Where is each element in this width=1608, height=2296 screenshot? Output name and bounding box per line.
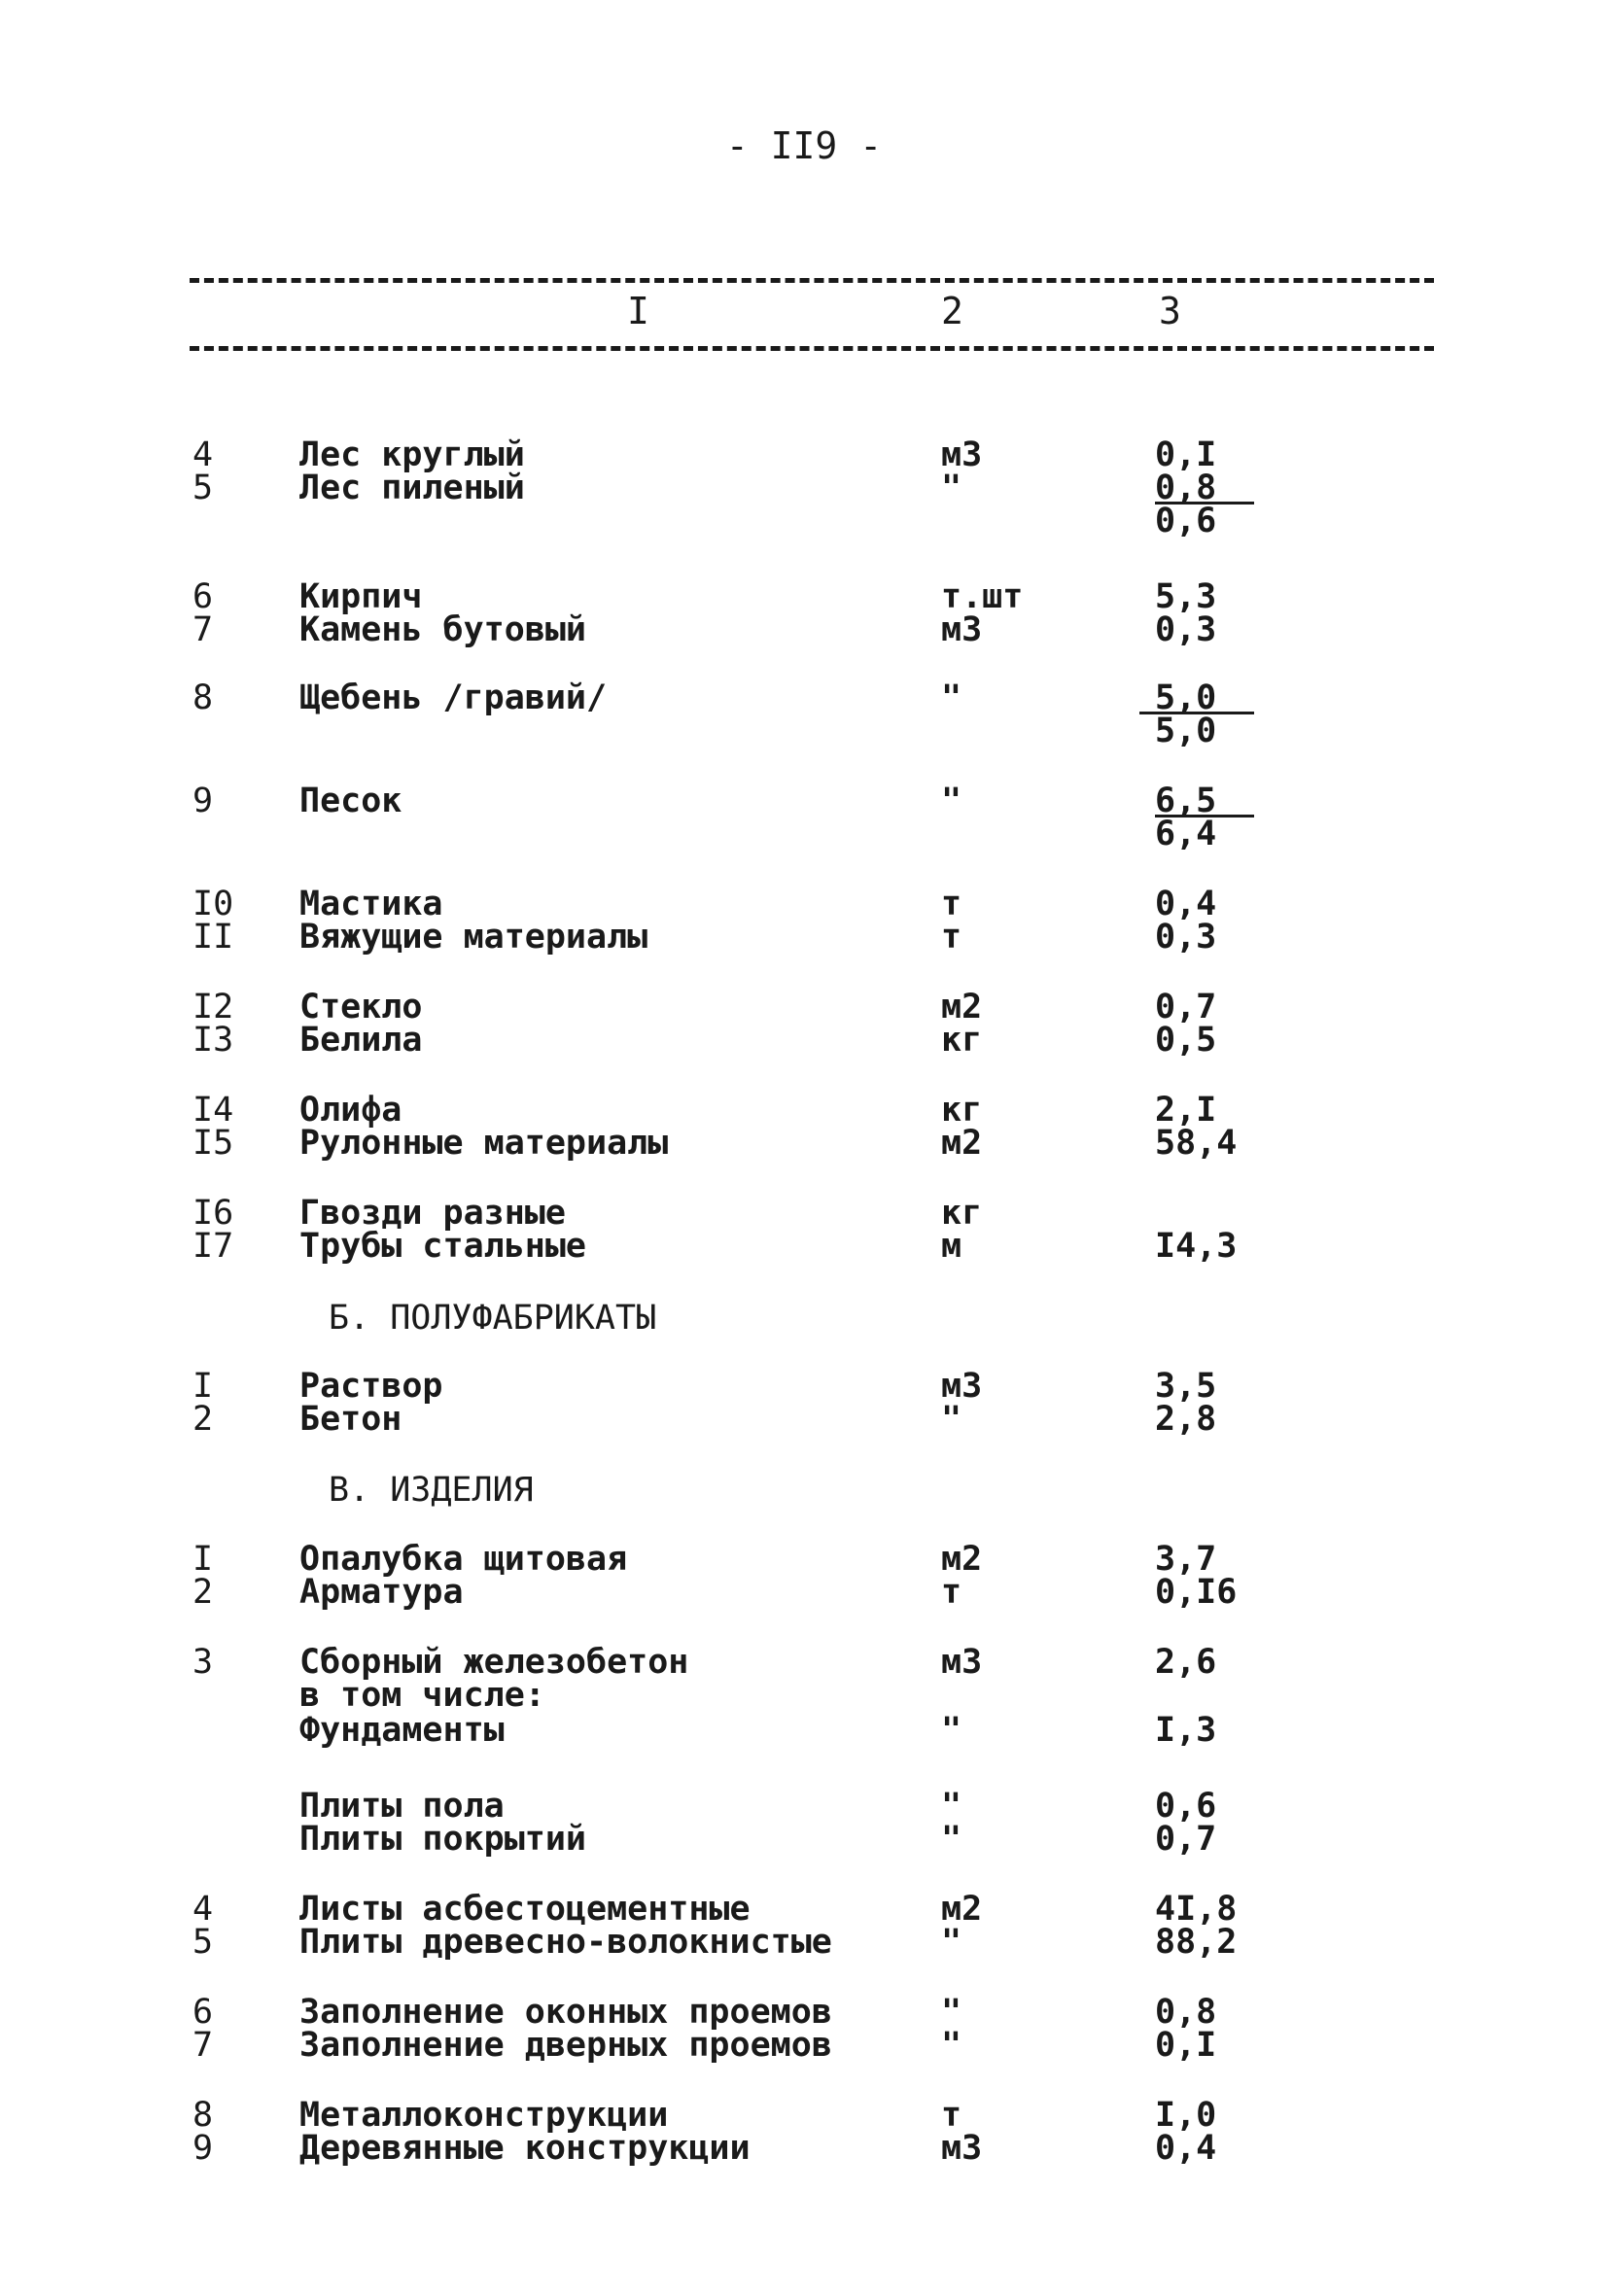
row-name: Олифа <box>299 1091 402 1130</box>
row-unit: кг <box>941 1021 983 1060</box>
row-unit: м2 <box>941 1124 983 1163</box>
column-header-1: I <box>627 290 649 332</box>
row-number: 9 <box>192 782 214 820</box>
table-row <box>0 2028 1608 2063</box>
row-unit: м3 <box>941 610 983 649</box>
row-number: 7 <box>192 610 214 649</box>
header-rule-top <box>190 278 1434 283</box>
row-unit: т <box>941 918 962 957</box>
row-value: 0,7 <box>1155 1820 1217 1859</box>
row-number: I3 <box>192 1021 234 1060</box>
row-number: 5 <box>192 1923 214 1962</box>
section-heading: Б. ПОЛУФАБРИКАТЫ <box>329 1299 657 1338</box>
row-value: I,0 <box>1155 2096 1217 2135</box>
row-name: Заполнение дверных проемов <box>299 2026 832 2065</box>
row-name: в том числе: <box>299 1676 545 1715</box>
row-name: Листы асбестоцементные <box>299 1890 751 1929</box>
table-row <box>0 2098 1608 2133</box>
table-row <box>0 1995 1608 2030</box>
fraction-bar <box>1155 815 1254 818</box>
row-number: 5 <box>192 469 214 507</box>
row-value: 0,8 <box>1155 1993 1217 2032</box>
row-name: Белила <box>299 1021 423 1060</box>
row-number: I5 <box>192 1124 234 1163</box>
row-name: Щебень /гравий/ <box>299 678 608 717</box>
row-name: Трубы стальные <box>299 1227 587 1266</box>
row-unit: " <box>941 1711 962 1750</box>
row-name: Сборный железобетон <box>299 1643 689 1682</box>
table-row <box>0 1196 1608 1231</box>
row-value: 2,8 <box>1155 1400 1217 1439</box>
row-name: Мастика <box>299 885 443 923</box>
row-name: Кирпич <box>299 577 423 616</box>
row-unit: т <box>941 2096 962 2135</box>
fraction-bar <box>1139 712 1254 714</box>
row-name: Стекло <box>299 988 423 1026</box>
row-value: 0,I6 <box>1155 1573 1238 1612</box>
row-number: 4 <box>192 1890 214 1929</box>
row-value: 3,5 <box>1155 1367 1217 1406</box>
row-unit: м3 <box>941 2129 983 2168</box>
table-row <box>0 1229 1608 1264</box>
table-row <box>0 1713 1608 1748</box>
row-name: Металлоконструкции <box>299 2096 669 2135</box>
table-row <box>0 1402 1608 1437</box>
row-number: 7 <box>192 2026 214 2065</box>
row-unit: м3 <box>941 1367 983 1406</box>
table-row <box>0 783 1608 818</box>
row-value: 0,7 <box>1155 988 1217 1026</box>
row-name: Раствор <box>299 1367 443 1406</box>
row-value: 3,7 <box>1155 1540 1217 1579</box>
row-number: I0 <box>192 885 234 923</box>
row-value: I,3 <box>1155 1711 1217 1750</box>
row-value: 5,0 <box>1155 678 1217 717</box>
row-value: 2,6 <box>1155 1643 1217 1682</box>
row-unit: м2 <box>941 1890 983 1929</box>
row-value: 0,6 <box>1155 502 1217 540</box>
row-unit: т.шт <box>941 577 1024 616</box>
row-number: I <box>192 1540 214 1579</box>
table-row <box>0 1542 1608 1577</box>
table-row <box>0 817 1608 852</box>
table-row <box>0 1892 1608 1927</box>
row-value: 0,3 <box>1155 918 1217 957</box>
row-name: Лес пиленый <box>299 469 525 507</box>
table-row <box>0 1093 1608 1128</box>
row-number: 9 <box>192 2129 214 2168</box>
row-value: 0,4 <box>1155 2129 1217 2168</box>
row-unit: т <box>941 1573 962 1612</box>
row-unit: " <box>941 1993 962 2032</box>
row-value: 6,5 <box>1155 782 1217 820</box>
row-number: 3 <box>192 1643 214 1682</box>
table-row <box>0 504 1608 539</box>
row-number: I7 <box>192 1227 234 1266</box>
row-name: Опалубка щитовая <box>299 1540 628 1579</box>
table-row <box>0 1925 1608 1960</box>
table-row <box>0 1126 1608 1161</box>
row-name: Деревянные конструкции <box>299 2129 751 2168</box>
row-number: 8 <box>192 678 214 717</box>
row-name: Плиты древесно-волокнистые <box>299 1923 832 1962</box>
row-number: I <box>192 1367 214 1406</box>
row-name: Рулонные материалы <box>299 1124 669 1163</box>
row-number: I4 <box>192 1091 234 1130</box>
row-number: 8 <box>192 2096 214 2135</box>
row-unit: " <box>941 1923 962 1962</box>
row-name: Гвозди разные <box>299 1194 566 1233</box>
row-name: Плиты пола <box>299 1787 505 1826</box>
table-row <box>0 1789 1608 1824</box>
row-name: Фундаменты <box>299 1711 505 1750</box>
row-number: I2 <box>192 988 234 1026</box>
row-number: 6 <box>192 577 214 616</box>
row-name: Лес круглый <box>299 435 525 474</box>
row-unit: " <box>941 1787 962 1826</box>
row-number: 2 <box>192 1400 214 1439</box>
row-number: 4 <box>192 435 214 474</box>
row-name: Вяжущие материалы <box>299 918 648 957</box>
row-value: I4,3 <box>1155 1227 1238 1266</box>
row-value: 0,6 <box>1155 1787 1217 1826</box>
table-row <box>0 437 1608 472</box>
table-row <box>0 1645 1608 1680</box>
header-rule-bottom <box>190 346 1434 351</box>
row-value: 88,2 <box>1155 1923 1238 1962</box>
table-row <box>0 470 1608 505</box>
row-value: 0,8 <box>1155 469 1217 507</box>
fraction-bar <box>1155 502 1254 504</box>
row-unit: " <box>941 1820 962 1859</box>
row-value: 58,4 <box>1155 1124 1238 1163</box>
row-value: 0,I <box>1155 435 1217 474</box>
row-number: II <box>192 918 234 957</box>
row-value: 5,3 <box>1155 577 1217 616</box>
page-number: - II9 - <box>725 124 883 167</box>
row-unit: м2 <box>941 1540 983 1579</box>
row-unit: " <box>941 1400 962 1439</box>
column-header-2: 2 <box>941 290 963 332</box>
row-value: 0,5 <box>1155 1021 1217 1060</box>
row-name: Плиты покрытий <box>299 1820 587 1859</box>
row-unit: " <box>941 782 962 820</box>
table-row <box>0 579 1608 614</box>
table-row <box>0 1575 1608 1610</box>
row-number: I6 <box>192 1194 234 1233</box>
row-unit: кг <box>941 1194 983 1233</box>
row-unit: т <box>941 885 962 923</box>
row-unit: " <box>941 2026 962 2065</box>
section-heading: В. ИЗДЕЛИЯ <box>329 1471 534 1510</box>
row-unit: " <box>941 678 962 717</box>
table-row <box>0 680 1608 715</box>
row-value: 6,4 <box>1155 815 1217 853</box>
row-name: Камень бутовый <box>299 610 587 649</box>
row-number: 2 <box>192 1573 214 1612</box>
row-value: 0,4 <box>1155 885 1217 923</box>
table-row <box>0 1023 1608 1058</box>
row-unit: кг <box>941 1091 983 1130</box>
table-row <box>0 713 1608 748</box>
table-row <box>0 1369 1608 1404</box>
table-row <box>0 920 1608 955</box>
column-header-3: 3 <box>1159 290 1181 332</box>
row-value: 0,I <box>1155 2026 1217 2065</box>
row-name: Песок <box>299 782 402 820</box>
table-row <box>0 612 1608 647</box>
table-row <box>0 990 1608 1025</box>
row-unit: м3 <box>941 1643 983 1682</box>
row-unit: м2 <box>941 988 983 1026</box>
row-unit: м3 <box>941 435 983 474</box>
row-unit: м <box>941 1227 962 1266</box>
table-row <box>0 2131 1608 2166</box>
row-number: 6 <box>192 1993 214 2032</box>
row-name: Заполнение оконных проемов <box>299 1993 832 2032</box>
row-unit: " <box>941 469 962 507</box>
row-value: 5,0 <box>1155 712 1217 750</box>
row-value: 2,I <box>1155 1091 1217 1130</box>
row-value: 0,3 <box>1155 610 1217 649</box>
table-row <box>0 887 1608 922</box>
row-name: Бетон <box>299 1400 402 1439</box>
row-value: 4I,8 <box>1155 1890 1238 1929</box>
row-name: Арматура <box>299 1573 464 1612</box>
table-row <box>0 1678 1608 1713</box>
table-row <box>0 1822 1608 1857</box>
